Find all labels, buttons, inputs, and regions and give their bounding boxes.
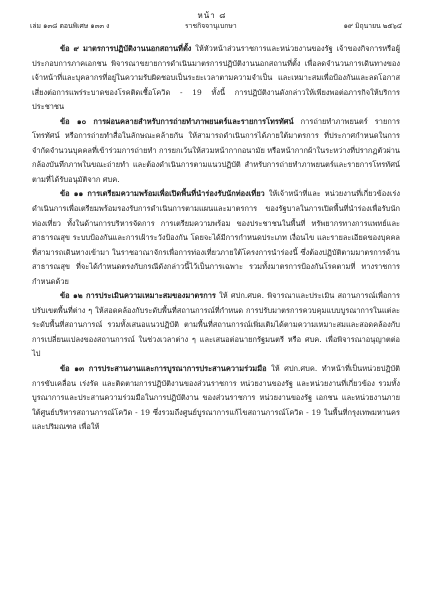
clause-text: ให้ ศปก.ศบค. ทำหน้าที่เป็นหน่วยปฏิบัติการขับเคลื่อน เร่งรัด และติดตามการปฏิบัติงานของส่วนราชการ หน่วยงานของรัฐ และหน่วยงานที่เกี่ยวข้อง รวมทั้งบูรณาการและประสานความร่วมมือในการปฏิบัติงาน ของส่วนราชการ หน่วยงานของรัฐ เอกชน และหน่วยงานภายใต้ศูนย์บริหารสถานการณ์โควิด - 19 ซึ่งรวมถึงศูนย์บูรณาการแก้ไขสถานการณ์โควิด - 19 ในพื้นที่กรุงเทพมหานครและปริมณฑล เพื่อให้: [32, 364, 400, 432]
clause-text: ให้เจ้าหน้าที่และ หน่วยงานที่เกี่ยวข้องเร่งดำเนินการเพื่อเตรียมพร้อมรองรับการดำเนินการตามแผนและมาตรการ ของรัฐบาลในการเปิดพื้นที่นำร่องเพื่อรับนักท่องเที่ยว ทั้งในด้านการบริหารจัดการ การเตรียมความพร้อม ของประชาชนในพื้นที่ ทรัพยากรทางการแพทย์และสาธารณสุข ระบบป้องกันและการเฝ้าระวังป้องกัน โดยจะได้มีการกำหนดประเภท เงื่อนไข และรายละเอียดของบุคคลที่สามารถเดินทางเข้ามา ในราชอาณาจักรเพื่อการท่องเที่ยวภายใต้โครงการนำร่องนี้ ซึ่งต้องปฏิบัติตามมาตรการด้านสาธารณสุข ที่จะได้กำหนดตรงกับกรณีดังกล่าวนี้ไว้เป็นการเฉพาะ รวมทั้งมาตรการป้องกันโรคตามที่ ทางราชการกำหนดด้วย: [32, 189, 400, 286]
gazette-name: ราชกิจจานุเบกษา: [185, 22, 237, 30]
clause-heading: ข้อ ๑๒ การประเมินความเหมาะสมของมาตรการ: [60, 291, 216, 301]
clause-heading: ข้อ ๑๑ การเตรียมความพร้อมเพื่อเปิดพื้นที่นำร่องรับนักท่องเที่ยว: [60, 189, 265, 199]
clause-text: ให้ ศปก.ศบค. พิจารณาและประเมิน สถานการณ์เพื่อการปรับเขตพื้นที่ต่าง ๆ ให้สอดคล้องกับระดับพื้นที่สถานการณ์ที่กำหนด การปรับมาตรการควบคุมแบบบูรณาการในแต่ละระดับพื้นที่สถานการณ์ รวมทั้งเสนอแนวปฏิบัติ ตามพื้นที่สถานการณ์เพิ่มเติมได้ตามความเหมาะสมและสอดคล้องกับการเปลี่ยนแปลงของสถานการณ์ ในช่วงเวลาต่าง ๆ และเสนอต่อนายกรัฐมนตรี หรือ ศบค. เพื่อพิจารณาอนุญาตต่อไป: [32, 291, 400, 359]
volume-info: เล่ม ๑๓๘ ตอนพิเศษ ๑๓๓ ง: [30, 22, 110, 30]
clause-text: ให้หัวหน้าส่วนราชการและหน่วยงานของรัฐ เจ้าของกิจการหรือผู้ประกอบการภาคเอกชน พิจารณาขยายการดำเนินมาตรการปฏิบัติงานนอกสถานที่ตั้ง เพื่อลดจำนวนการเดินทางของเจ้าหน้าที่และบุคลากรที่อยู่ในความรับผิดชอบเป็นระยะเวลาตามความจำเป็น และเหมาะสมเพื่อป้องกันและลดโอกาสเสี่ยงต่อการแพร่ระบาดของโรคติดเชื้อโควิด - 19 ทั้งนี้ การปฏิบัติงานดังกล่าวให้เพียงพอต่อภารกิจให้บริการประชาชน: [32, 44, 400, 112]
clause-heading: ข้อ ๙ มาตรการปฏิบัติงานนอกสถานที่ตั้ง: [60, 44, 192, 53]
clause-text: การถ่ายทำภาพยนตร์ รายการโทรทัศน์ หรือการถ่ายทำสื่อในลักษณะคล้ายกัน ให้สามารถดำเนินการได้ภายใต้มาตรการ ที่ประกาศกำหนดในการจำกัดจำนวนบุคคลที่เข้าร่วมการถ่ายทำ การยกเว้นให้สวมหน้ากากอนามัย หรือหน้ากากผ้าในระหว่างที่ปรากฏตัวผ่านกล้องบันทึกภาพในขณะถ่ายทำ และต้องดำเนินการตามแนวปฏิบัติ สำหรับการถ่ายทำภาพยนตร์และรายการโทรทัศน์ตามที่ได้รับอนุมัติจาก ศบค.: [32, 116, 400, 184]
clause-heading: ข้อ ๑๓ การประสานงานและการบูรณาการประสานความร่วมมือ: [60, 364, 267, 374]
clause-13: [32, 362, 400, 435]
page-number: หน้า ๘: [197, 11, 227, 20]
clause-11: [32, 187, 400, 289]
clause-9: [32, 42, 400, 115]
clause-12: [32, 289, 400, 362]
clause-heading: ข้อ ๑๐ การผ่อนคลายสำหรับการถ่ายทำภาพยนตร์และรายการโทรทัศน์: [60, 116, 294, 126]
clause-10: [32, 115, 400, 188]
publication-date: ๑๙ มิถุนายน ๒๕๖๔: [343, 22, 402, 30]
document-body: [32, 42, 400, 435]
